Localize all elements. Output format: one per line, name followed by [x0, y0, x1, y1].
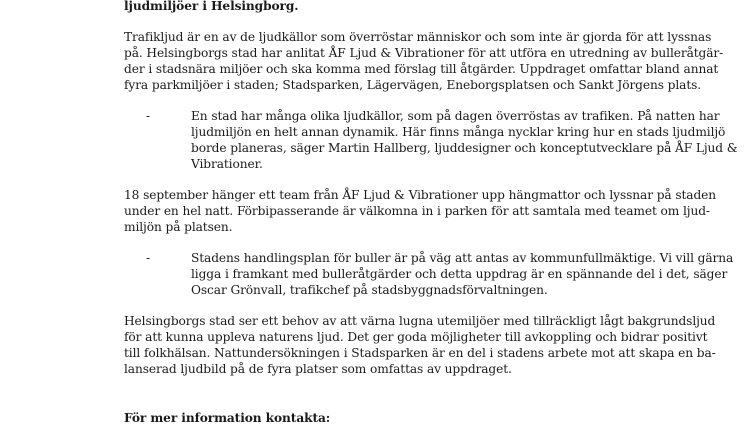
quote-1-line-1: En stad har många olika ljudkällor, som på dagen överröstas av trafiken. På natten har [191, 109, 720, 123]
paragraph-2-line-3: miljön på platsen. [124, 220, 233, 234]
paragraph-1-line-4: fyra parkmiljöer i staden; Stadsparken, Lägervägen, Eneborgsplatsen och Sankt Jörgens plats. [124, 78, 702, 92]
paragraph-3-line-1: Helsingborgs stad ser ett behov av att värna lugna utemiljöer med tillräckligt lågt bakgrundsljud [124, 314, 716, 328]
contact-heading: För mer information kontakta: [124, 411, 331, 425]
paragraph-1-line-1: Trafikljud är en av de ljudkällor som överröstar människor och som inte är gjorda för att lyssnas [124, 30, 712, 44]
quote-2-line-3: Oscar Grönvall, trafikchef på stadsbyggnadsförvaltningen. [191, 283, 548, 297]
paragraph-2-line-2: under en hel natt. Förbipasserande är välkomna in i parken för att samtala med teamet om ljud- [124, 204, 710, 218]
section-heading: ljudmiljöer i Helsingborg. [124, 0, 299, 13]
quote-1-line-2: ljudmiljön en helt annan dynamik. Här finns många nycklar kring hur en stads ljudmiljö [191, 125, 726, 139]
quote-2-line-1: Stadens handlingsplan för buller är på väg att antas av kommunfullmäktige. Vi vill gärna [191, 251, 734, 265]
quote-2-line-2: ligga i framkant med bulleråtgärder och detta uppdrag är en spännande del i det, säger [191, 267, 728, 281]
quote-1-dash: - [146, 109, 151, 123]
quote-2-dash: - [146, 251, 151, 265]
quote-1-line-4: Vibrationer. [191, 157, 263, 171]
quote-1-line-3: borde planeras, säger Martin Hallberg, ljuddesigner och konceptutvecklare på ÅF Ljud & [191, 141, 738, 155]
paragraph-2-line-1: 18 september hänger ett team från ÅF Ljud & Vibrationer upp hängmattor och lyssnar på staden [124, 188, 717, 202]
paragraph-1-line-2: på. Helsingborgs stad har anlitat ÅF Ljud & Vibrationer för att utföra en utredning av bulleråtgär- [124, 46, 724, 60]
paragraph-3-line-2: för att kunna uppleva naturens ljud. Det ger goda möjligheter till avkoppling och bidrar positivt [124, 330, 708, 344]
paragraph-3-line-4: lanserad ljudbild på de fyra platser som omfattas av uppdraget. [124, 362, 512, 376]
paragraph-1-line-3: der i stadsnära miljöer och ska komma med förslag till åtgärder. Uppdraget omfattar bland annat [124, 62, 719, 76]
paragraph-3-line-3: till folkhälsan. Nattundersökningen i Stadsparken är en del i stadens arbete mot att skapa en ba- [124, 346, 716, 360]
